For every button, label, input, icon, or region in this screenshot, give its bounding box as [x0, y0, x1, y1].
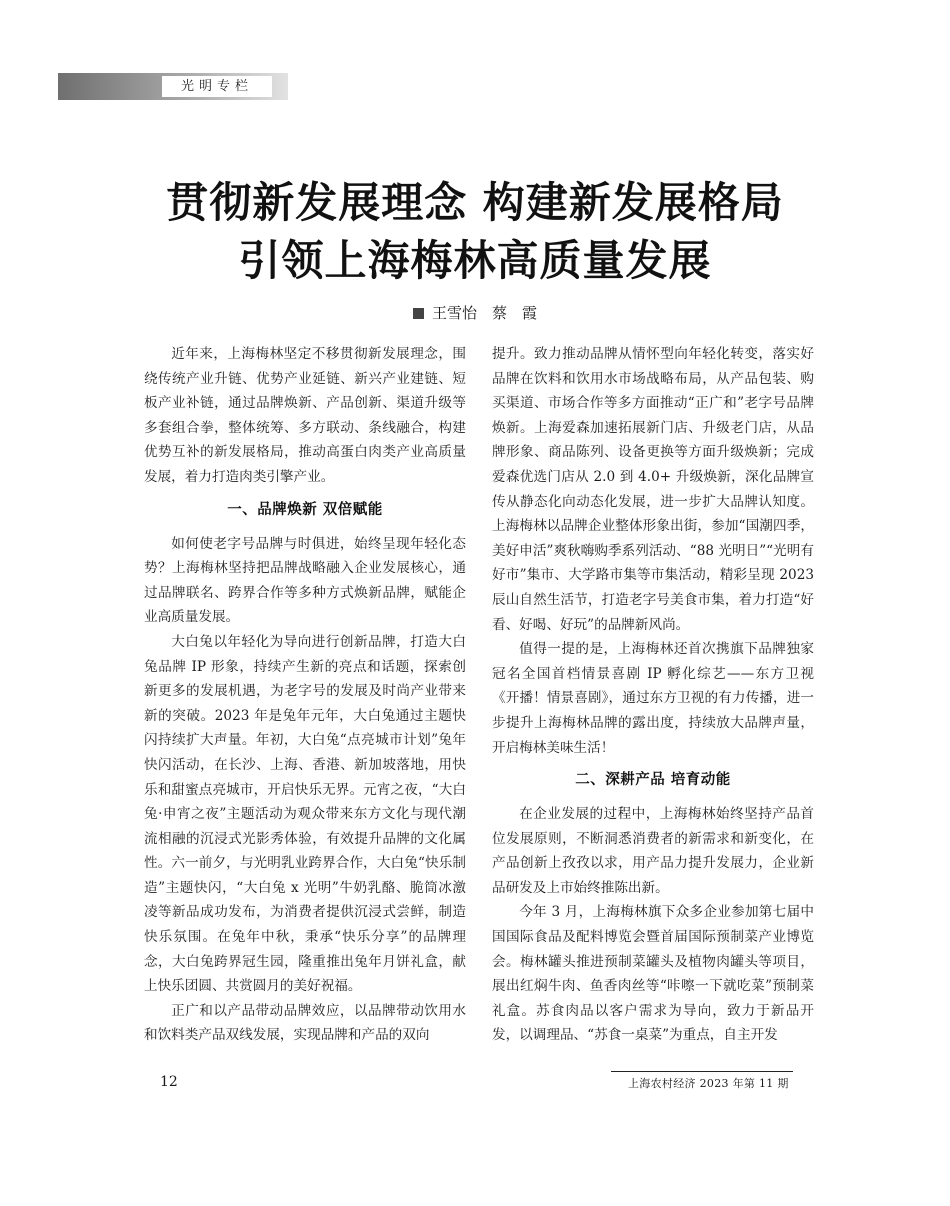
paragraph-continued: 提升。致力推动品牌从情怀型向年轻化转变，落实好品牌在饮料和饮用水市场战略布局，从产品包装、购买渠道、市场合作等多方面推动“正广和”老字号品牌焕新。上海爱森加速拓展新门店、升级老门店，从品牌形象、商品陈列、设备更换等方面升级焕新；完成爱森优选门店从 2.0 到 4.0+ 升级焕新，深化品牌宣传从静态化向动态化发展，进一步扩大品牌认知度。上海梅林以品牌企业整体形象出街，参加“国潮四季，美好申活”爽秋嗨购季系列活动、“88 光明日”“光明有好市”集市、大学路市集等市集活动，精彩呈现 2023 辰山自然生活节，打造老字号美食市集，着力打造“好看、好喝、好玩”的品牌新风尚。 [492, 346, 814, 633]
paragraph: 如何使老字号品牌与时俱进，始终呈现年轻化态势？上海梅林坚持把品牌战略融入企业发展核心，通过品牌联名、跨界合作等多种方式焕新品牌，赋能企业高质量发展。 [144, 535, 466, 626]
paragraph: 近年来，上海梅林坚定不移贯彻新发展理念，围绕传统产业升链、优势产业延链、新兴产业建链、短板产业补链，通过品牌焕新、产品创新、渠道升级等多套组合拳，整体统筹、多方联动、条线融合，构建优势互补的新发展格局，推动高蛋白肉类产业高质量发展，着力打造肉类引擎产业。 [144, 346, 466, 485]
paragraph: 正广和以产品带动品牌效应，以品牌带动饮用水和饮料类产品双线发展，实现品牌和产品的双向 [144, 1002, 466, 1044]
footer-rule [611, 1071, 793, 1072]
column-banner [58, 73, 288, 100]
column-label: 光明专栏 [162, 76, 272, 97]
section-heading: 二、深耕产品 培育动能 [575, 772, 731, 789]
section-heading: 一、品牌焕新 双倍赋能 [227, 501, 383, 518]
article-title-line-1: 贯彻新发展理念 构建新发展格局 [166, 178, 784, 227]
square-bullet-icon [413, 308, 424, 319]
paragraph: 值得一提的是，上海梅林还首次携旗下品牌独家冠名全国首档情景喜剧 IP 孵化综艺——东方卫视《开播！情景喜剧》，通过东方卫视的有力传播，进一步提升上海梅林品牌的露出度，持续放大品牌声量，开启梅林美味生活！ [492, 641, 814, 756]
article-title-line-2: 引领上海梅林高质量发展 [238, 236, 712, 285]
left-column [144, 342, 466, 1048]
paragraph: 在企业发展的过程中，上海梅林始终坚持产品首位发展原则，不断洞悉消费者的新需求和新变化，在产品创新上孜孜以求，用产品力提升发展力，企业新品研发及上市始终推陈出新。 [492, 806, 814, 896]
byline [0, 302, 950, 323]
paragraph: 大白兔以年轻化为导向进行创新品牌，打造大白兔品牌 IP 形象，持续产生新的亮点和话题，探索创新更多的发展机遇，为老字号的发展及时尚产业带来新的突破。2023 年是兔年元年，大白兔通过主题快闪持续扩大声量。年初，大白兔“点亮城市计划”兔年快闪活动，在长沙、上海、香港、新加坡落地，用快乐和甜蜜点亮城市，开启快乐无界。元宵之夜，“大白兔·申宵之夜”主题活动为观众带来东方文化与现代潮流相融的沉浸式光影秀体验，有效提升品牌的文化属性。六一前夕，与光明乳业跨界合作，大白兔“快乐制造”主题快闪，“大白兔 x 光明”牛奶乳酪、脆筒冰激凌等新品成功发布，为消费者提供沉浸式尝鲜，制造快乐氛围。在兔年中秋，秉承“快乐分享”的品牌理念，大白兔跨界冠生园，隆重推出兔年月饼礼盒，献上快乐团圆、共赏圆月的美好祝福。 [144, 633, 466, 995]
journal-footer: 上海农村经济 2023 年第 11 期 [628, 1077, 789, 1090]
paragraph: 今年 3 月，上海梅林旗下众多企业参加第七届中国国际食品及配料博览会暨首届国际预制菜产业博览会。梅林罐头推进预制菜罐头及植物肉罐头等项目，展出红焖牛肉、鱼香肉丝等“咔嚓一下就吃菜”预制菜礼盒。苏食肉品以客户需求为导向，致力于新品开发，以调理品、“苏食一桌菜”为重点，自主开发 [492, 904, 814, 1044]
authors: 王雪怡 蔡 霞 [431, 304, 537, 322]
right-column [492, 342, 814, 1048]
page-number: 12 [160, 1074, 178, 1090]
